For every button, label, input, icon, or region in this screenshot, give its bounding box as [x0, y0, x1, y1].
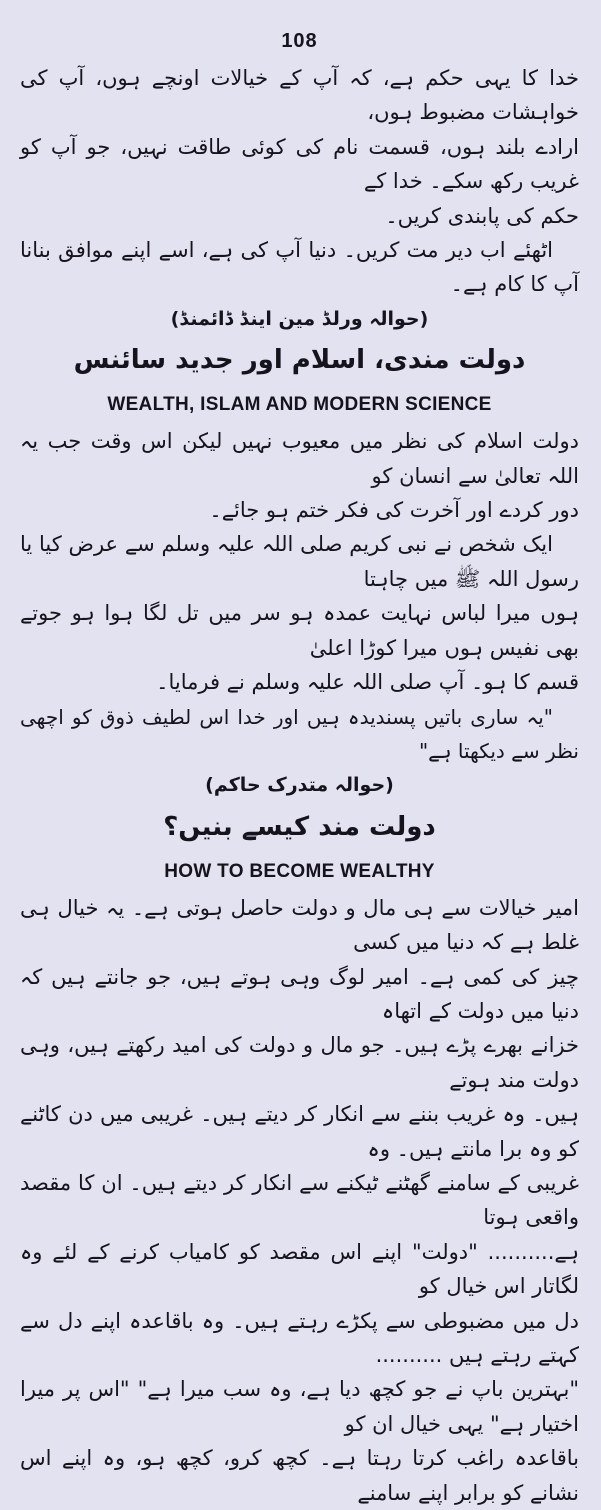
- paragraph-line: اٹھئے اب دیر مت کریں۔ دنیا آپ کی ہے، اسے اپنے موافق بنانا آپ کا کام ہے۔: [20, 238, 579, 297]
- paragraph-line: غریبی کے سامنے گھٹنے ٹیکنے سے انکار کر دیتے ہیں۔ ان کا مقصد واقعی ہوتا: [20, 1170, 579, 1230]
- paragraph-line: باقاعدہ راغب کرتا رہتا ہے۔ کچھ کرو، کچھ ہو، وہ اپنے اس نشانے کو برابر اپنے سامنے: [20, 1446, 579, 1505]
- reference-citation: (حوالہ ورلڈ مین اینڈ ڈائمنڈ): [170, 307, 429, 330]
- paragraph-line: ہوں میرا لباس نہایت عمدہ ہو سر میں تل لگا ہوا ہو جوتے بھی نفیس ہوں میرا کوڑا اعلیٰ: [20, 601, 579, 660]
- section-how-to-become-wealthy: [20, 807, 579, 1510]
- paragraph-line: دولت اسلام کی نظر میں معیوب نہیں لیکن اس وقت جب یہ اللہ تعالیٰ سے انسان کو: [20, 429, 579, 488]
- reference-citation: (حوالہ متدرک حاکم): [205, 774, 394, 797]
- paragraph-line: ایک شخص نے نبی کریم صلی اللہ علیہ وسلم سے عرض کیا یا رسول اللہ ﷺ میں چاہتا: [20, 532, 579, 591]
- hadith-quote: "یہ ساری باتیں پسندیدہ ہیں اور خدا اس لطیف ذوق کو اچھی نظر سے دیکھتا ہے": [20, 704, 579, 763]
- paragraph-line: حکم کی پابندی کریں۔: [385, 203, 579, 228]
- paragraph-line: قسم کا ہو۔ آپ صلی اللہ علیہ وسلم نے فرمایا۔: [156, 670, 579, 695]
- paragraph-line: "بہترین باپ نے جو کچھ دیا ہے، وہ سب میرا ہے" "اس پر میرا اختیار ہے" یہی خیال ان کو: [20, 1377, 579, 1436]
- page-number: 108: [281, 30, 318, 52]
- section-heading-english: WEALTH, ISLAM AND MODERN SCIENCE: [107, 394, 492, 416]
- paragraph-line: دل میں مضبوطی سے پکڑے رہتے ہیں۔ وہ باقاعدہ اپنے دل سے کہتے رہتے ہیں ..........: [20, 1308, 579, 1367]
- paragraph-line: خدا کا یہی حکم ہے، کہ آپ کے خیالات اونچے ہوں، آپ کی خواہشات مضبوط ہوں،: [20, 66, 579, 125]
- section-heading-urdu: دولت مند کیسے بنیں؟: [163, 811, 436, 842]
- section-heading-english: HOW TO BECOME WEALTHY: [164, 860, 435, 882]
- paragraph-line: ہیں۔ وہ غریب بننے سے انکار کر دیتے ہیں۔ غریبی میں دن کاٹنے کو وہ برا مانتے ہیں۔ وہ: [20, 1102, 579, 1161]
- section-wealth-islam: [20, 340, 579, 802]
- section-heading-urdu: دولت مندی، اسلام اور جدید سائنس: [73, 345, 526, 376]
- paragraph-line: امیر خیالات سے ہی مال و دولت حاصل ہوتی ہے۔ یہ خیال ہی غلط ہے کہ دنیا میں کسی: [20, 895, 579, 955]
- paragraph-line: ہے.......... "دولت" اپنے اس مقصد کو کامیاب کرنے کے لئے وہ لگاتار اس خیال کو: [20, 1239, 579, 1299]
- paragraph-line: خزانے بھرے پڑے ہیں۔ جو مال و دولت کی امید رکھتے ہیں، وہی دولت مند ہوتے: [20, 1033, 579, 1092]
- paragraph-line: دور کردے اور آخرت کی فکر ختم ہو جائے۔: [209, 498, 579, 523]
- section-intro: [20, 61, 579, 336]
- paragraph-line: ارادے بلند ہوں، قسمت نام کی کوئی طاقت نہیں، جو آپ کو غریب رکھ سکے۔ خدا کے: [20, 134, 579, 194]
- paragraph-line: چیز کی کمی ہے۔ امیر لوگ وہی ہوتے ہیں، جو جانتے ہیں کہ دنیا میں دولت کے اتھاہ: [20, 964, 579, 1023]
